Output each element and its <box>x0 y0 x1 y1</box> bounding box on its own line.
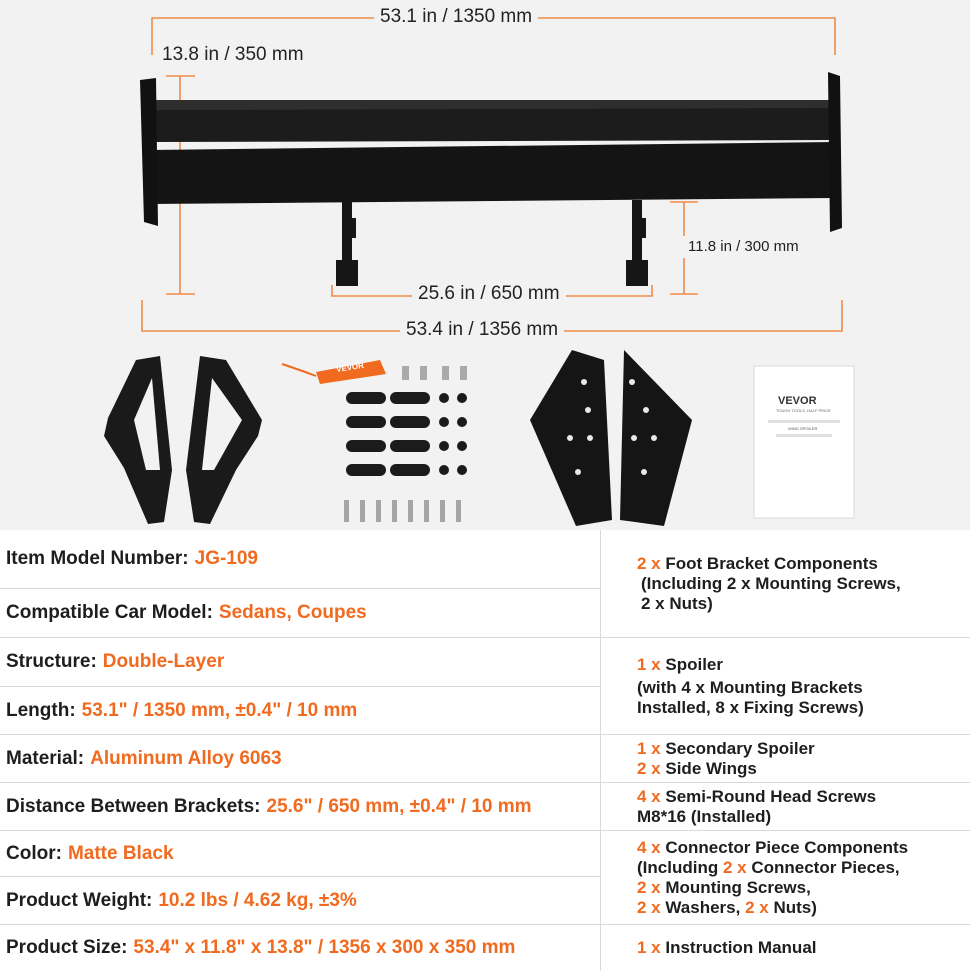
item-qty: 2 x <box>637 877 661 897</box>
spec-row-structure <box>0 638 600 687</box>
side-wings <box>530 350 692 526</box>
spec-label: Distance Between Brackets: <box>6 795 261 817</box>
spec-label: Color: <box>6 842 62 864</box>
spec-row-compatible <box>0 589 600 638</box>
bracket-distance-label: 25.6 in / 650 mm <box>412 283 566 305</box>
package-contents <box>600 530 970 971</box>
item-qty: 2 x <box>637 897 661 917</box>
spec-label: Material: <box>6 747 85 769</box>
package-item-foot-brackets <box>601 530 970 638</box>
spec-value: 53.1" / 1350 mm, ±0.4" / 10 mm <box>81 699 358 721</box>
manual-brand: VEVOR <box>778 395 817 407</box>
item-qty: 1 x <box>637 938 661 957</box>
spec-value: Matte Black <box>67 842 174 864</box>
package-item-manual <box>601 925 970 971</box>
item-detail: Washers, <box>665 897 741 917</box>
item-qty: 1 x <box>637 654 661 674</box>
item-name: Spoiler <box>665 654 723 674</box>
spec-row-weight <box>0 877 600 925</box>
item-name: Connector Piece Components <box>665 837 909 857</box>
spec-row-material <box>0 735 600 783</box>
spec-value: JG-109 <box>194 548 258 569</box>
item-detail: (Including 2 x Mounting Screws, <box>641 573 901 593</box>
item-detail: Mounting Screws, <box>665 877 811 897</box>
item-qty: 2 x <box>722 857 747 877</box>
spec-list <box>0 530 600 971</box>
item-name: Side Wings <box>665 758 757 778</box>
item-qty: 2 x <box>745 897 769 917</box>
depth-label: 13.8 in / 350 mm <box>156 44 310 66</box>
package-item-secondary <box>601 735 970 783</box>
item-detail: M8*16 (Installed) <box>637 806 772 826</box>
item-name: Semi-Round Head Screws <box>665 786 877 806</box>
lower-wing <box>150 142 838 204</box>
height-label: 11.8 in / 300 mm <box>682 236 805 258</box>
spec-label: Item Model Number: <box>6 548 189 569</box>
spec-label: Length: <box>6 699 76 721</box>
spec-value: 25.6" / 650 mm, ±0.4" / 10 mm <box>266 795 532 817</box>
mounting-brackets <box>336 200 648 286</box>
spec-label: Product Size: <box>6 937 128 958</box>
spec-label: Structure: <box>6 651 97 672</box>
item-detail: Connector Pieces, <box>751 857 900 877</box>
item-detail: (Including <box>637 857 719 877</box>
right-end-plate <box>828 72 842 232</box>
spec-value: 53.4" x 11.8" x 13.8" / 1356 x 300 x 350 mm <box>133 937 516 958</box>
item-detail: Installed, 8 x Fixing Screws) <box>637 697 864 717</box>
item-name: Secondary Spoiler <box>665 738 815 758</box>
length-bottom-label: 53.4 in / 1356 mm <box>400 319 564 341</box>
spec-row-size <box>0 925 600 971</box>
left-end-plate <box>140 78 158 226</box>
spec-row-distance <box>0 783 600 831</box>
spec-value: Aluminum Alloy 6063 <box>90 747 282 769</box>
item-qty: 2 x <box>637 553 661 573</box>
instruction-manual <box>754 366 854 518</box>
tag-brand: VEVOR <box>335 360 365 375</box>
item-qty: 4 x <box>637 786 661 806</box>
spec-section <box>0 530 970 971</box>
spec-value: Double-Layer <box>102 651 225 672</box>
spec-row-color <box>0 831 600 877</box>
item-detail: (with 4 x Mounting Brackets <box>637 677 863 697</box>
item-detail: 2 x Nuts) <box>641 593 713 613</box>
spec-label: Product Weight: <box>6 889 153 911</box>
item-qty: 1 x <box>637 738 661 758</box>
spec-value: 10.2 lbs / 4.62 kg, ±3% <box>158 889 357 911</box>
hardware-set <box>282 360 467 522</box>
spec-value: Sedans, Coupes <box>218 602 367 623</box>
package-item-connectors <box>601 831 970 925</box>
package-item-spoiler <box>601 638 970 735</box>
spec-label: Compatible Car Model: <box>6 602 213 623</box>
item-qty: 2 x <box>637 758 661 778</box>
manual-tagline: TOUGH TOOLS, HALF PRICE <box>776 408 831 413</box>
spec-row-length <box>0 687 600 735</box>
item-name: Foot Bracket Components <box>665 553 878 573</box>
manual-title: WING SPOILER <box>788 426 818 431</box>
item-qty: 4 x <box>637 837 661 857</box>
item-name: Instruction Manual <box>665 938 817 957</box>
spec-row-model <box>0 530 600 589</box>
package-item-screws <box>601 783 970 831</box>
foot-brackets <box>104 356 262 524</box>
item-detail: Nuts) <box>773 897 817 917</box>
length-top-label: 53.1 in / 1350 mm <box>374 6 538 28</box>
